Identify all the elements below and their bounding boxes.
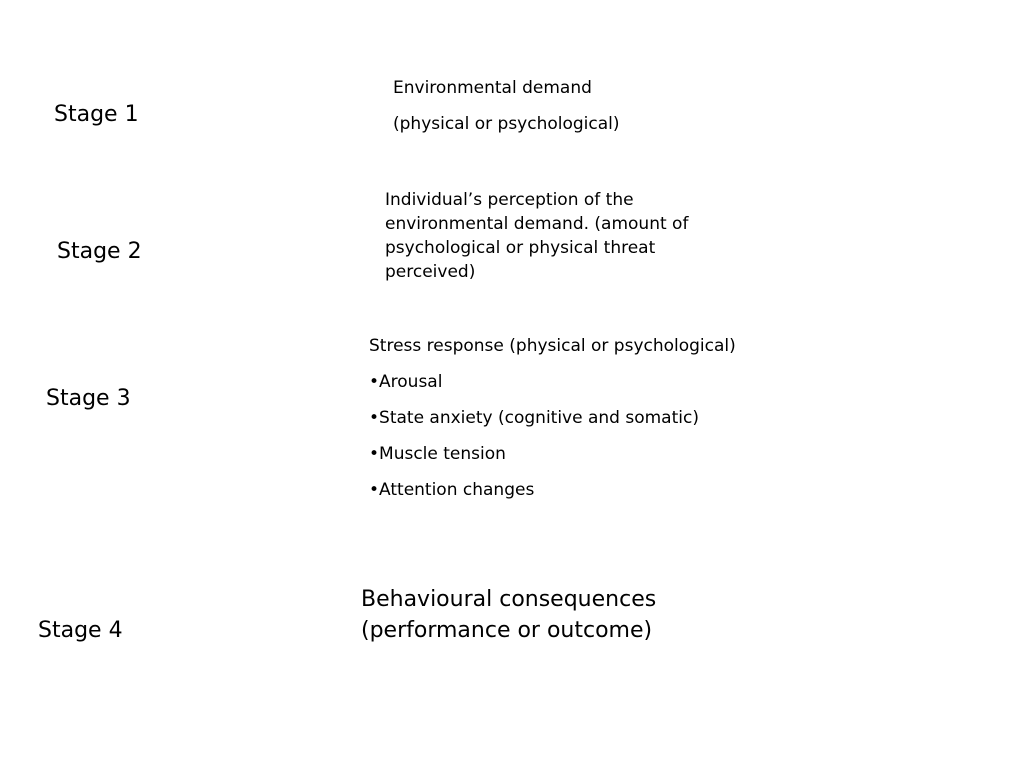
stage-4-line-1: Behavioural consequences xyxy=(361,587,657,612)
stage-3-bullet-muscle-tension: •Muscle tension xyxy=(369,444,506,464)
stage-3-description xyxy=(369,334,736,502)
stage-3-bullet-state-anxiety: •State anxiety (cognitive and somatic) xyxy=(369,408,699,428)
stage-2-label: Stage 2 xyxy=(57,239,142,264)
stage-2-description: Individual’s perception of the environmental demand. (amount of psychological or physical threat perceived) xyxy=(385,190,689,282)
stage-3-bullet-arousal: •Arousal xyxy=(369,372,443,392)
stage-3-bullet-attention-changes: •Attention changes xyxy=(369,480,535,500)
stage-3-label: Stage 3 xyxy=(46,386,131,411)
stage-4-line-2: (performance or outcome) xyxy=(361,618,653,643)
stage-1-line-2: (physical or psychological) xyxy=(393,114,620,134)
stage-1-description xyxy=(393,76,620,136)
stage-4-description xyxy=(361,584,656,646)
stage-4-label: Stage 4 xyxy=(38,618,123,643)
stage-3-heading: Stress response (physical or psychological) xyxy=(369,336,736,356)
stage-1-line-1: Environmental demand xyxy=(393,78,592,98)
stage-1-label: Stage 1 xyxy=(54,102,139,127)
